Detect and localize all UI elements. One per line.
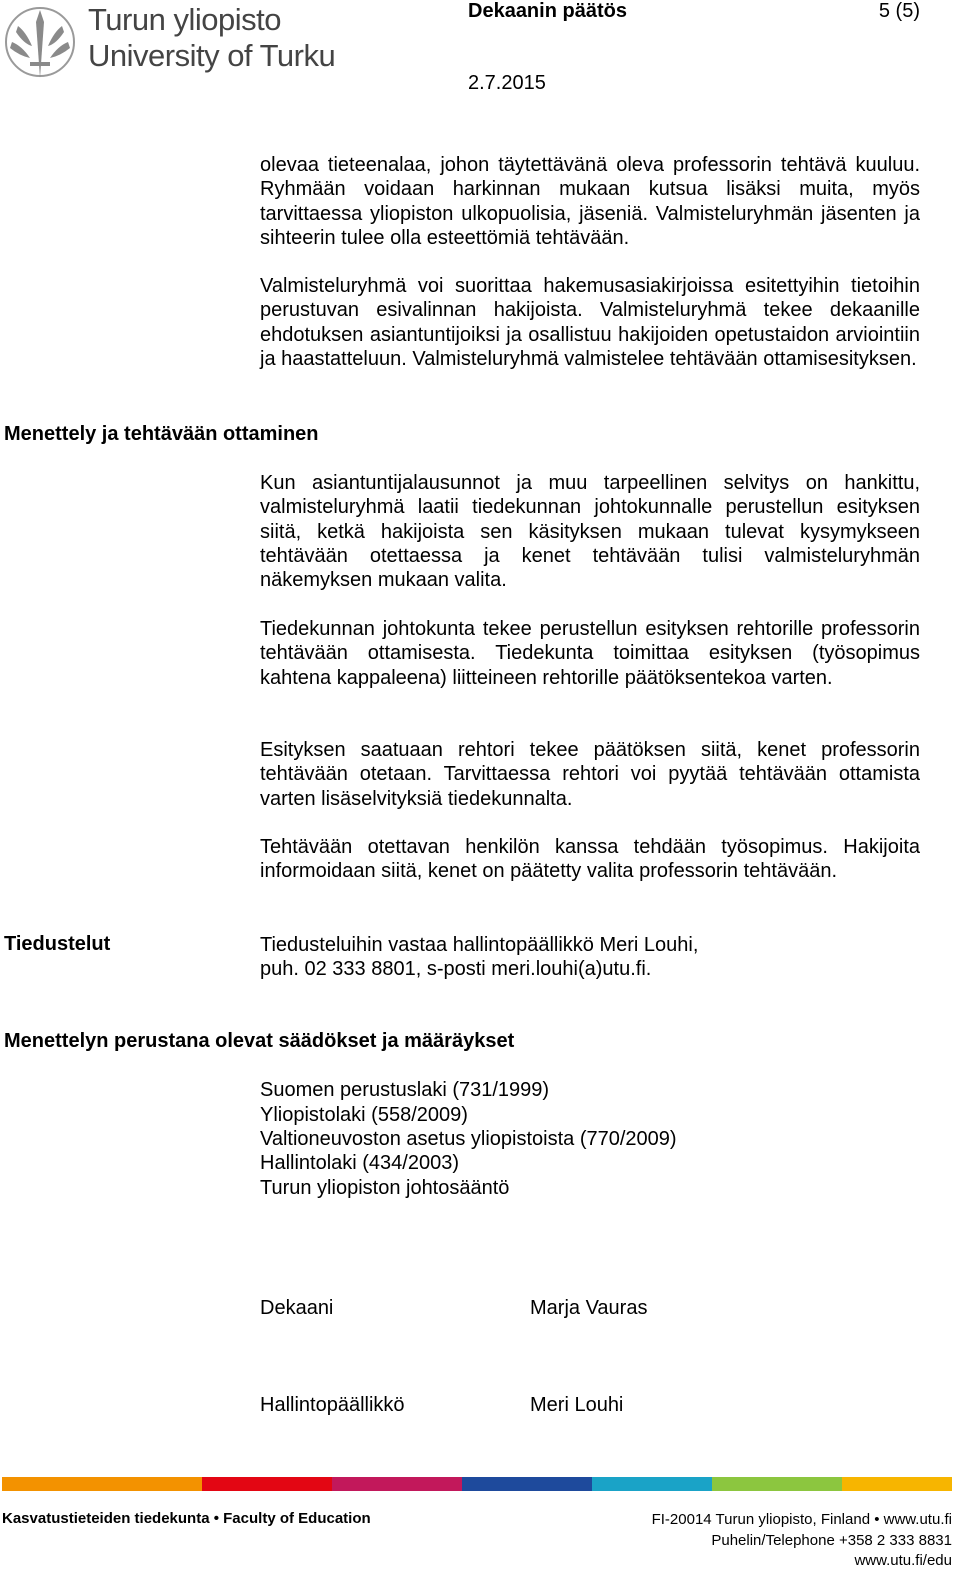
logo-line-2: University of Turku [88,38,336,73]
color-bar-segment [592,1477,712,1491]
footer-phone: Puhelin/Telephone +358 2 333 8831 [711,1531,952,1549]
paragraph-2: Valmisteluryhmä voi suorittaa hakemusasiakirjoissa esitettyihin tietoihin perustuvan esivalinnan hakijoista. Valmisteluryhmä tekee dekaanille ehdotuksen asiantuntijoiksi ja osallistuu hakijoiden opetustaidon arviointiin ja haastatteluun. Valmisteluryhmä valmistelee tehtävään ottamisesityksen. [260,275,920,370]
regulation-item: Turun yliopiston johtosääntö [260,1177,510,1199]
regulation-item: Hallintolaki (434/2003) [260,1152,460,1174]
section-heading-procedure: Menettely ja tehtävään ottaminen [4,423,319,445]
signature-name-dean: Marja Vauras [530,1297,648,1319]
section-heading-regulations: Menettelyn perustana olevat säädökset ja määräykset [4,1030,515,1052]
inquiries-line-1: Tiedusteluihin vastaa hallintopäällikkö Meri Louhi, [260,934,699,956]
paragraph-1: olevaa tieteenalaa, johon täytettävänä oleva professorin tehtävä kuuluu. Ryhmään voidaan harkinnan mukaan kutsua lisäksi muita, myös tarvittaessa yliopiston ulkopuolisia, jäseniä. Valmisteluryhmän jäsenten ja sihteerin tulee olla esteettömiä tehtävään. [260,154,920,249]
paragraph-6: Tehtävään otettavan henkilön kanssa tehdään työsopimus. Hakijoita informoidaan siitä, kenet on päätetty valita professorin tehtävään. [260,836,920,883]
regulation-item: Suomen perustuslaki (731/1999) [260,1079,550,1101]
color-bar-segment [2,1477,202,1491]
color-bar-segment [462,1477,592,1491]
signature-name-admin: Meri Louhi [530,1394,624,1416]
signature-role-dean: Dekaani [260,1297,334,1319]
regulation-item: Valtioneuvoston asetus yliopistoista (770/2009) [260,1128,677,1150]
footer-faculty: Kasvatustieteiden tiedekunta • Faculty of Education [2,1510,371,1527]
footer-contact [652,1510,952,1572]
document-title: Dekaanin päätös [468,0,627,22]
paragraph-4: Tiedekunnan johtokunta tekee perustellun esityksen rehtorille professorin tehtävään ottamisesta. Tiedekunta toimittaa esityksen (työsopimus kahtena kappaleena) liitteineen rehtorille päätöksentekoa varten. [260,618,920,689]
footer-color-bar [2,1477,952,1491]
paragraph-5: Esityksen saatuaan rehtori tekee päätöksen siitä, kenet professorin tehtävään otetaan. Tarvittaessa rehtori voi pyytää tehtävään ottamista varten lisäselvityksiä tiedekunnalta. [260,739,920,810]
paragraph-3: Kun asiantuntijalausunnot ja muu tarpeellinen selvitys on hankittu, valmisteluryhmä laatii tiedekunnan johtokunnalle perustellun esityksen siitä, ketkä hakijoista sen käsityksen mukaan tulevat kysymykseen tehtävään otettaessa ja kenet tehtävään tulisi valmisteluryhmän näkemyksen mukaan valita. [260,472,920,592]
color-bar-segment [332,1477,462,1491]
signature-role-admin: Hallintopäällikkö [260,1394,405,1416]
color-bar-segment [202,1477,332,1491]
section-heading-inquiries: Tiedustelut [4,933,111,955]
university-logo-text [88,2,335,74]
footer-address: FI-20014 Turun yliopisto, Finland • www.utu.fi [651,1511,952,1528]
regulation-item: Yliopistolaki (558/2009) [260,1104,468,1126]
document-date: 2.7.2015 [468,72,546,94]
color-bar-segment [712,1477,842,1491]
page-number: 5 (5) [878,0,920,22]
logo-line-1: Turun yliopisto [88,2,281,37]
inquiries-line-2: puh. 02 333 8801, s-posti meri.louhi(a)utu.fi. [260,958,652,980]
footer-web-link[interactable]: www.utu.fi/edu [854,1552,952,1569]
color-bar-segment [842,1477,952,1491]
